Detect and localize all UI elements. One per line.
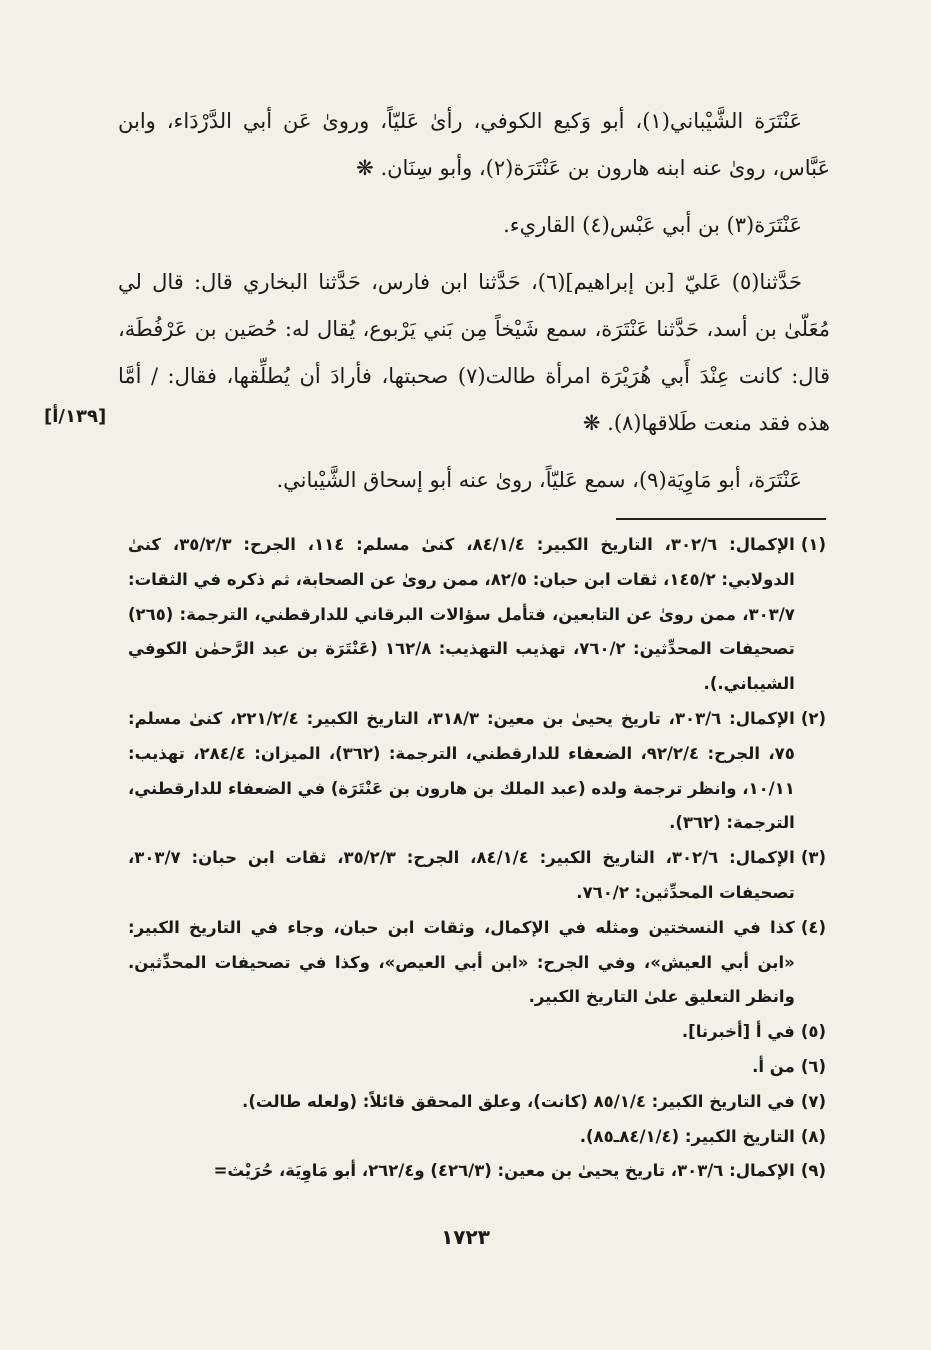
footnote-text: الإكمال: ٣٠٣/٦، تاريخ يحيىٰ بن معين: ٣١٨/٣، التاريخ الكبير: ٢٢١/٢/٤، كنىٰ مسلم: ٧٥، الجرح: ٩٢/٢/٤، الضعفاء للدارقطني، الترجمة: (٣٦٢)، الميزان: ٢٨٤/٤، تهذيب: ١٠/١١، وانظر ترجمة ولده (عبد الملك بن هارون بن عَنْتَرَة) في الضعفاء للدارقطني، الترجمة: (٣٦٢).	[128, 708, 795, 833]
footnotes	[128, 528, 826, 1189]
footnote-number: (٧)	[800, 1091, 826, 1111]
footnote-separator	[616, 518, 826, 520]
footnote-text: في أ [أخبرنا].	[681, 1022, 795, 1042]
footnote-text: في التاريخ الكبير: ٨٥/١/٤ (كانت)، وعلق المحقق قائلاً: (ولعله طالت).	[242, 1091, 795, 1111]
footnote	[128, 911, 826, 1015]
footnote	[128, 841, 826, 911]
entry-antara-abu-mawiya: عَنْتَرَة، أبو مَاوِيَة(٩)، سمع عَليّاً، روىٰ عنه أبو إسحاق الشَّيْباني.	[276, 468, 802, 492]
footnote-number: (٨)	[800, 1126, 826, 1146]
footnote-number: (٤)	[800, 917, 826, 937]
footnote	[128, 1015, 826, 1050]
entry-antara-ibn-abi-abs: عَنْتَرَة(٣) بن أبي عَبْس(٤) القاريء.	[503, 213, 802, 237]
page-number: ١٧٢٣	[441, 1225, 490, 1249]
footnote-number: (٦)	[800, 1056, 826, 1076]
footnote	[128, 1050, 826, 1085]
footnote-number: (٥)	[800, 1022, 826, 1042]
entry-antara-shaybani: عَنْتَرَة الشَّيْباني(١)، أبو وَكيع الكوفي، رأىٰ عَليّاً، وروىٰ عَن أبي الدَّرْدَاء، وابن عَبَّاس، روىٰ عنه ابنه هارون بن عَنْتَرَة(٢)، وأبو سِنَان. ❋	[118, 109, 830, 180]
footnote-text: الإكمال: ٣٠٢/٦، التاريخ الكبير: ٨٤/١/٤، كنىٰ مسلم: ١١٤، الجرح: ٣٥/٢/٣، كنىٰ الدولابي: ١٤٥/٢، ثقات ابن حبان: ٨٢/٥، ممن روىٰ عن الصحابة، ثم ذكره في الثقات: ٣٠٣/٧، ممن روىٰ عن التابعين، فتأمل سؤالات البرقاني للدارقطني، الترجمة: (٢٦٥) تصحيفات المحدِّثين: ٧٦٠/٢، تهذيب التهذيب: ١٦٢/٨ (عَنْتَرَة بن عبد الرَّحمٰن الكوفي الشيباني.).	[128, 535, 795, 694]
footnote-text: الإكمال: ٣٠٣/٦، تاريخ يحيىٰ بن معين: (٤٢٦/٣) و٢٦٢/٤، أبو مَاوِيَة، حُرَيْث=	[213, 1161, 795, 1181]
main-text	[118, 98, 830, 504]
footnote-text: من أ.	[752, 1056, 795, 1076]
footnote	[128, 1154, 826, 1189]
footnote	[128, 702, 826, 841]
footnote-number: (٣)	[800, 848, 826, 868]
manuscript-folio-reference: [١٣٩/أ]	[44, 406, 107, 427]
footnote-number: (١)	[800, 535, 826, 554]
footnote-text: كذا في النسختين ومثله في الإكمال، وثقات ابن حبان، وجاء في التاريخ الكبير: «ابن أبي العيش»، وفي الجرح: «ابن أبي العيص»، وكذا في تصحيفات المحدِّثين. وانظر التعليق علىٰ التاريخ الكبير.	[128, 917, 795, 1007]
hadith-narration: حَدَّثنا(٥) عَليّ [بن إبراهيم](٦)، حَدَّثنا ابن فارس، حَدَّثنا البخاري قال: قال لي مُعَلّىٰ بن أسد، حَدَّثنا عَنْتَرَة، سمع شَيْخاً مِن بَني يَرْبوع، يُقال له: حُصَين بن عَرْفُطَة، قال: كانت عِنْدَ أَبي هُرَيْرَة امرأة طالت(٧) صحبتها، فأرادَ أن يُطلِّقها، فقال: / أمَّا هذه فقد منعت طَلاقها(٨). ❋	[118, 270, 831, 435]
footnote-text: التاريخ الكبير: (٨٤/١/٤ـ٨٥).	[579, 1126, 795, 1146]
footnote	[128, 528, 826, 702]
footnote-number: (٩)	[800, 1161, 826, 1181]
footnote-text: الإكمال: ٣٠٢/٦، التاريخ الكبير: ٨٤/١/٤، الجرح: ٣٥/٢/٣، ثقات ابن حبان: ٣٠٣/٧، تصحيفات المحدِّثين: ٧٦٠/٢.	[128, 848, 795, 902]
footnote	[128, 1120, 826, 1155]
footnote-number: (٢)	[800, 708, 826, 728]
footnote	[128, 1085, 826, 1120]
